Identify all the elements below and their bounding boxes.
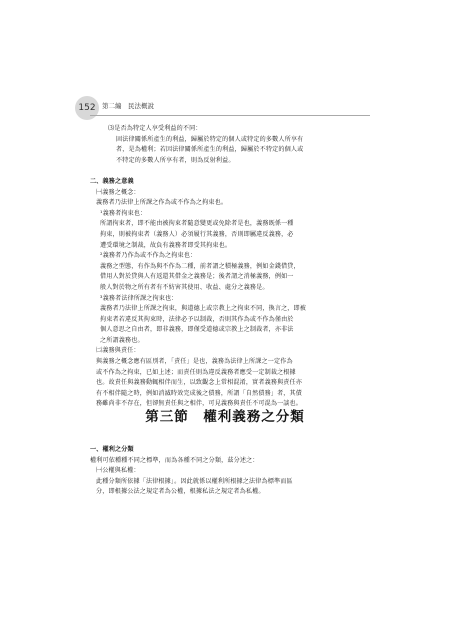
text-line: ㈠義務之概念： <box>96 188 140 196</box>
page-number: 152 <box>78 103 96 113</box>
text-line: 一、權利之分類 <box>90 446 134 453</box>
text-line: 不特定的多數人所享有者，則為反射利益。 <box>116 156 235 164</box>
text-line: 與義務之概念應有區別者，「責任」是也，義務為法律上所課之一定作為 <box>96 358 293 366</box>
text-line: 義務者乃法律上所課之拘束，與道德上或宗教上之拘束不同，換言之，即被 <box>100 305 307 313</box>
text-line: 遭受環境之制裁，故負有義務者即受其拘束也。 <box>100 241 232 249</box>
text-line: 分，即根據公法之規定者為公權，根據私法之規定者為私權。 <box>96 488 265 496</box>
text-line: ㈡義務與責任： <box>96 347 140 355</box>
header-divider <box>90 115 370 116</box>
body-text-upper <box>90 124 365 410</box>
text-line: 或不作為之拘束，已如上述；而責任則為違反義務者應受一定制裁之根據 <box>96 368 296 376</box>
text-line <box>90 166 365 177</box>
text-line: 拘束，則被拘束者（義務人）必須履行其義務，否則即屬違反義務，必 <box>100 230 294 238</box>
text-line: 務雖尚非不存在，但卻無責任與之相伴，可見義務與責任不可混為一談也。 <box>96 400 303 408</box>
text-line: 義務之型態，有作為與不作為二種，前者謂之積極義務，例如金錢借貸， <box>100 262 300 270</box>
text-line: 般人對於物之所有者有不妨害其使用、收益、處分之義務是。 <box>100 283 269 291</box>
text-line: ⑶是否為特定人享受利益的不同： <box>108 125 202 132</box>
text-line: 借用人對於貸與人有返還其借金之義務是；後者謂之消極義務，例如一 <box>100 273 294 281</box>
text-line: 者，是為權利；若因法律關係所產生的利益，歸屬於不特定的個人或 <box>116 146 304 154</box>
text-line: ¹義務者拘束也： <box>100 209 147 217</box>
text-line: 此種分類所依據「法律根據」。因此就係以權利所根據之法律為標準而區 <box>96 477 293 485</box>
section-title: 第三節 權利義務之分類 <box>145 409 305 425</box>
text-line: 個人意思之自由者，即非義務，即僅受道德或宗教上之制裁者，亦非法 <box>100 326 294 334</box>
text-line: 也。故責任與義務動輒相伴而生，以致觀念上常相混淆，實者義務與責任亦 <box>96 379 303 387</box>
text-line: 有不相伴隨之時，例如消滅時效完成後之債務，所謂「自然債務」者，其債 <box>96 389 303 397</box>
text-line: 所謂拘束者，即不能由被拘束者隨意變更或免除者是也，義務既係一種 <box>100 220 294 228</box>
page-number-badge <box>75 96 99 120</box>
running-head: 第二編 民法概說 <box>102 102 154 110</box>
text-line: ³義務者法律所課之拘束也： <box>100 294 178 302</box>
text-line: 拘束者若違反其拘束時，法律必予以制裁，否則其作為或不作為僅由於 <box>100 315 294 323</box>
text-line: 之所謂義務也。 <box>100 336 144 344</box>
text-line: ㈠公權與私權： <box>96 467 140 475</box>
text-line: 權利可依種種不同之標準，而為各種不同之分類，茲分述之： <box>90 456 259 464</box>
text-line: 二、義務之意義 <box>90 177 134 185</box>
text-line: ²義務者乃作為或不作為之拘束也： <box>100 252 197 260</box>
text-line: 義務者乃法律上所課之作為或不作為之拘束也。 <box>96 199 228 207</box>
body-text-lower <box>90 445 365 498</box>
text-line: 固法律關係所產生的利益，歸屬於特定的個人或特定的多數人所享有 <box>116 135 304 143</box>
